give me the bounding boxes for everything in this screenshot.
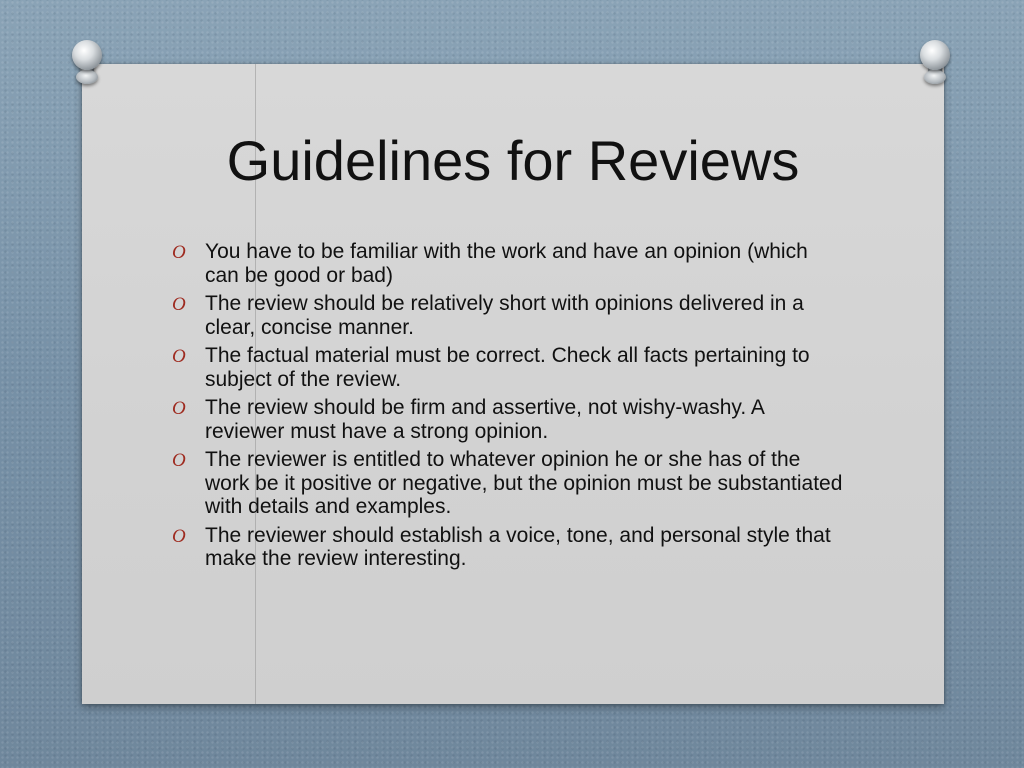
bullet-text: The reviewer should establish a voice, tone, and personal style that make the review interesting.	[205, 523, 831, 570]
bullet-marker-icon: O	[172, 346, 186, 367]
bullet-item	[172, 448, 844, 519]
bullet-marker-icon: O	[172, 242, 186, 263]
bullet-text: The review should be relatively short with opinions delivered in a clear, concise manner.	[205, 292, 804, 339]
bullet-marker-icon: O	[172, 398, 186, 419]
bullet-item	[172, 344, 844, 391]
bullet-item	[172, 396, 844, 443]
push-pin-left-icon	[72, 40, 102, 86]
bullet-marker-icon: O	[172, 450, 186, 471]
bullet-text: The review should be firm and assertive, not wishy-washy. A reviewer must have a strong opinion.	[205, 396, 764, 443]
bullet-item	[172, 524, 844, 571]
bullet-marker-icon: O	[172, 525, 186, 547]
bullet-text: The factual material must be correct. Check all facts pertaining to subject of the review.	[205, 344, 810, 391]
bullet-text: The reviewer is entitled to whatever opinion he or she has of the work be it positive or negative, but the opinion must be substantiated with details and examples.	[205, 448, 843, 518]
bullet-item	[172, 240, 844, 287]
bullet-marker-icon: O	[172, 294, 186, 315]
bullet-list	[172, 240, 844, 576]
push-pin-right-icon	[920, 40, 950, 86]
slide-title: Guidelines for Reviews	[226, 129, 800, 192]
bullet-text: You have to be familiar with the work and have an opinion (which can be good or bad)	[205, 240, 808, 287]
bullet-item	[172, 292, 844, 339]
